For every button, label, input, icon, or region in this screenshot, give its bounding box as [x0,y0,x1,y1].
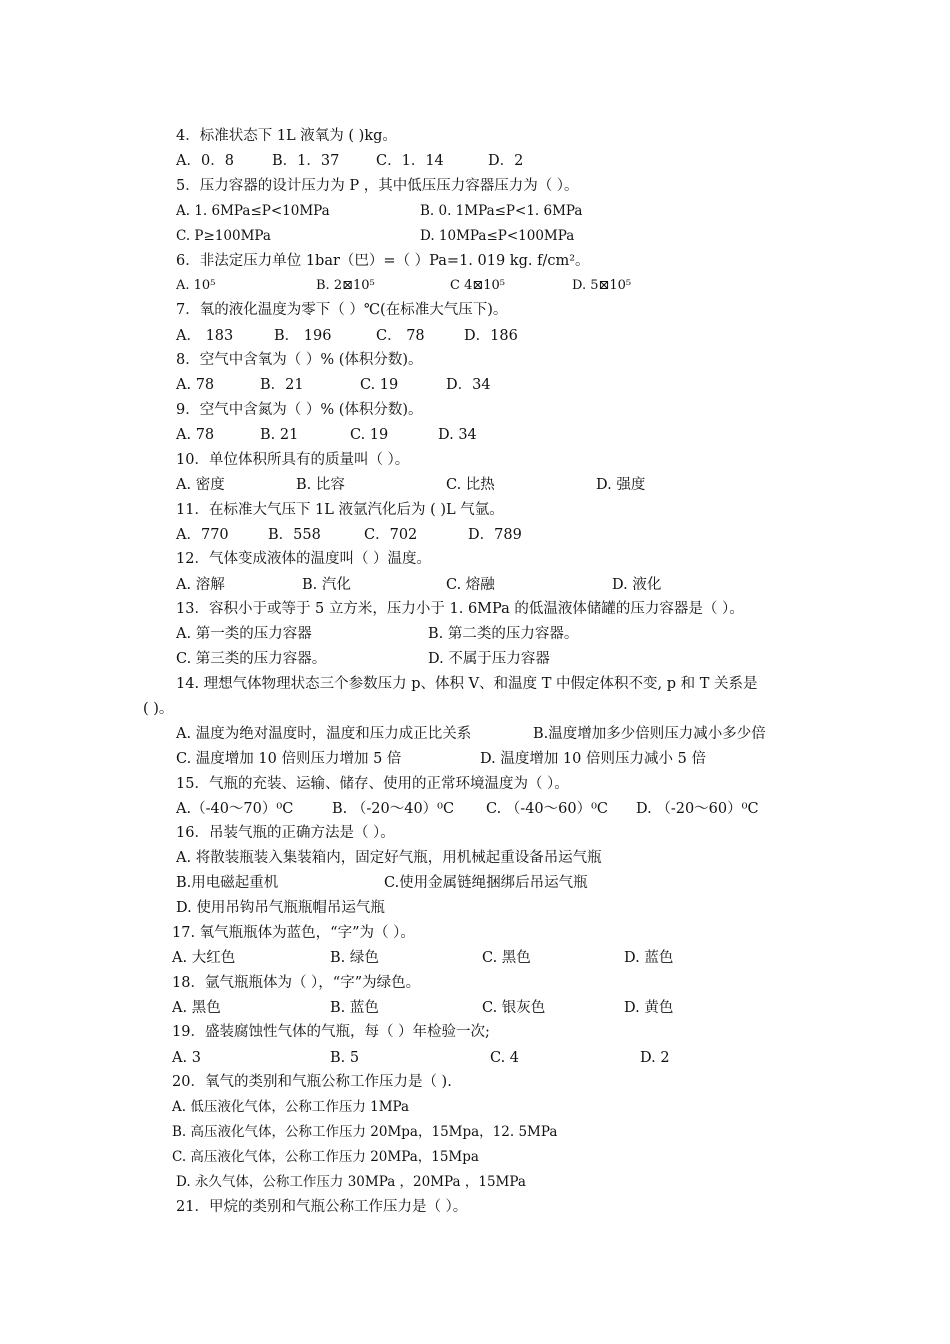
option-a: A．0．8 [176,153,234,169]
option-d: D. 黄色 [624,1000,674,1016]
option-a: A． 183 [176,328,234,344]
question-17: 17. 氧气瓶瓶体为蓝色，“字”为（ ）。 [172,925,415,941]
option-c: C. 19 [350,427,389,443]
option-a: A. 78 [176,427,215,443]
option-b: B. 0. 1MPa≤P<1. 6MPa [420,203,583,219]
question-12: 12．气体变成液体的温度叫（ ）温度。 [176,551,432,567]
option-b: B．21 [260,377,304,393]
option-d: D．2 [488,153,524,169]
option-a: A. 78 [176,377,215,393]
option-a: A. 溶解 [176,577,225,593]
question-15: 15．气瓶的充装、运输、储存、使用的正常环境温度为（ ）。 [176,776,569,792]
option-b: B. 5 [330,1050,360,1066]
option-b: B. 比容 [296,477,345,493]
option-d: D．34 [446,377,491,393]
option-d: D．186 [464,328,518,344]
option-c: C．1．14 [376,153,444,169]
option-c: C. 银灰色 [482,1000,546,1016]
option-d: D. 使用吊钩吊气瓶瓶帽吊运气瓶 [176,900,385,916]
option-d: D. 不属于压力容器 [428,651,550,667]
option-c: C. 4 [490,1050,520,1066]
option-d: D. 34 [438,427,477,443]
option-a: A.（-40～70）⁰C [176,801,294,817]
option-b: B. （-20～40）⁰C [332,801,455,817]
question-11: 11．在标准大气压下 1L 液氩汽化后为 ( )L 气氩。 [176,502,504,518]
option-a: A. 黑色 [172,1000,221,1016]
option-a: A. 3 [172,1050,201,1066]
option-d: D. 液化 [612,577,662,593]
option-b: B． 196 [274,328,332,344]
option-b: B. 绿色 [330,950,379,966]
question-6: 6．非法定压力单位 1bar（巴）=（ ）Pa=1. 019 kg. f/cm²。 [176,253,590,269]
option-c: C. 温度增加 10 倍则压力增加 5 倍 [176,751,402,767]
option-c: C.使用金属链绳捆绑后吊运气瓶 [384,875,588,891]
question-9: 9．空气中含氮为（ ）% (体积分数)。 [176,402,423,418]
option-d: D. 强度 [596,477,646,493]
option-a: A. 1. 6MPa≤P<10MPa [176,203,330,219]
option-d: D. 2 [640,1050,670,1066]
option-c: C. 熔融 [446,577,495,593]
question-18: 18．氩气瓶瓶体为（ ），“字”为绿色。 [172,975,421,991]
option-c: C. P≥100MPa [176,228,271,244]
question-14: 14. 理想气体物理状态三个参数压力 p、体积 V、和温度 T 中假定体积不变, p 和 T 关系是 [176,676,758,692]
option-a: A. 大红色 [172,950,236,966]
option-d: D. 温度增加 10 倍则压力减小 5 倍 [480,751,706,767]
option-d: D. （-20～60）⁰C [636,801,759,817]
question-13: 13．容积小于或等于 5 立方米，压力小于 1. 6MPa 的低温液体储罐的压力容器是（ ）。 [176,601,744,617]
option-a: A．770 [176,527,229,543]
option-b: B. 第二类的压力容器。 [428,626,579,642]
question-10: 10．单位体积所具有的质量叫（ ）。 [176,452,410,468]
question-21: 21．甲烷的类别和气瓶公称工作压力是（ ）。 [176,1199,468,1215]
option-c: C．702 [364,527,418,543]
option-c: C 4⊠10⁵ [450,278,505,293]
option-d: D．789 [468,527,522,543]
question-5: 5．压力容器的设计压力为 P ，其中低压压力容器压力为（ ）。 [176,178,579,194]
option-c: C. 19 [360,377,399,393]
option-b: B. 汽化 [302,577,351,593]
question-7: 7．氧的液化温度为零下（ ）℃(在标准大气压下)。 [176,302,508,318]
option-b: B．1．37 [272,153,340,169]
option-c: C. 黑色 [482,950,531,966]
question-8: 8．空气中含氧为（ ）% (体积分数)。 [176,352,423,368]
option-b: B.温度增加多少倍则压力减小多少倍 [533,726,766,742]
option-d: D. 蓝色 [624,950,674,966]
option-b: B. 21 [260,427,299,443]
option-c: C. 高压液化气体，公称工作压力 20MPa，15Mpa [172,1149,479,1165]
option-d: D. 永久气体，公称工作压力 30MPa ，20MPa ，15MPa [176,1174,526,1190]
option-d: D. 5⊠10⁵ [572,278,632,293]
question-19: 19．盛装腐蚀性气体的气瓶，每（ ）年检验一次; [172,1024,490,1040]
option-b: B.用电磁起重机 [176,875,279,891]
option-a: A. 第一类的压力容器 [176,626,312,642]
option-a: A. 密度 [176,477,225,493]
option-b: B. 高压液化气体，公称工作压力 20Mpa，15Mpa，12. 5MPa [172,1124,558,1140]
option-c: C. 第三类的压力容器。 [176,651,327,667]
option-b: B. 2⊠10⁵ [316,278,375,293]
option-c: C. （-40～60）⁰C [486,801,609,817]
question-14-continuation: ( )。 [143,701,174,717]
option-a: A. 温度为绝对温度时，温度和压力成正比关系 [176,726,472,742]
question-4: 4．标准状态下 1L 液氧为 ( )kg。 [176,128,397,144]
option-a: A. 将散装瓶装入集装箱内，固定好气瓶，用机械起重设备吊运气瓶 [176,850,602,866]
option-d: D. 10MPa≤P<100MPa [420,228,575,244]
option-c: C. 比热 [446,477,495,493]
option-c: C． 78 [376,328,425,344]
question-20: 20．氧气的类别和气瓶公称工作压力是（ ). [172,1074,452,1090]
option-a: A. 低压液化气体，公称工作压力 1MPa [172,1099,410,1115]
option-a: A. 10⁵ [176,278,216,293]
option-b: B．558 [268,527,321,543]
option-b: B. 蓝色 [330,1000,379,1016]
question-16: 16．吊装气瓶的正确方法是（ ）。 [176,825,395,841]
